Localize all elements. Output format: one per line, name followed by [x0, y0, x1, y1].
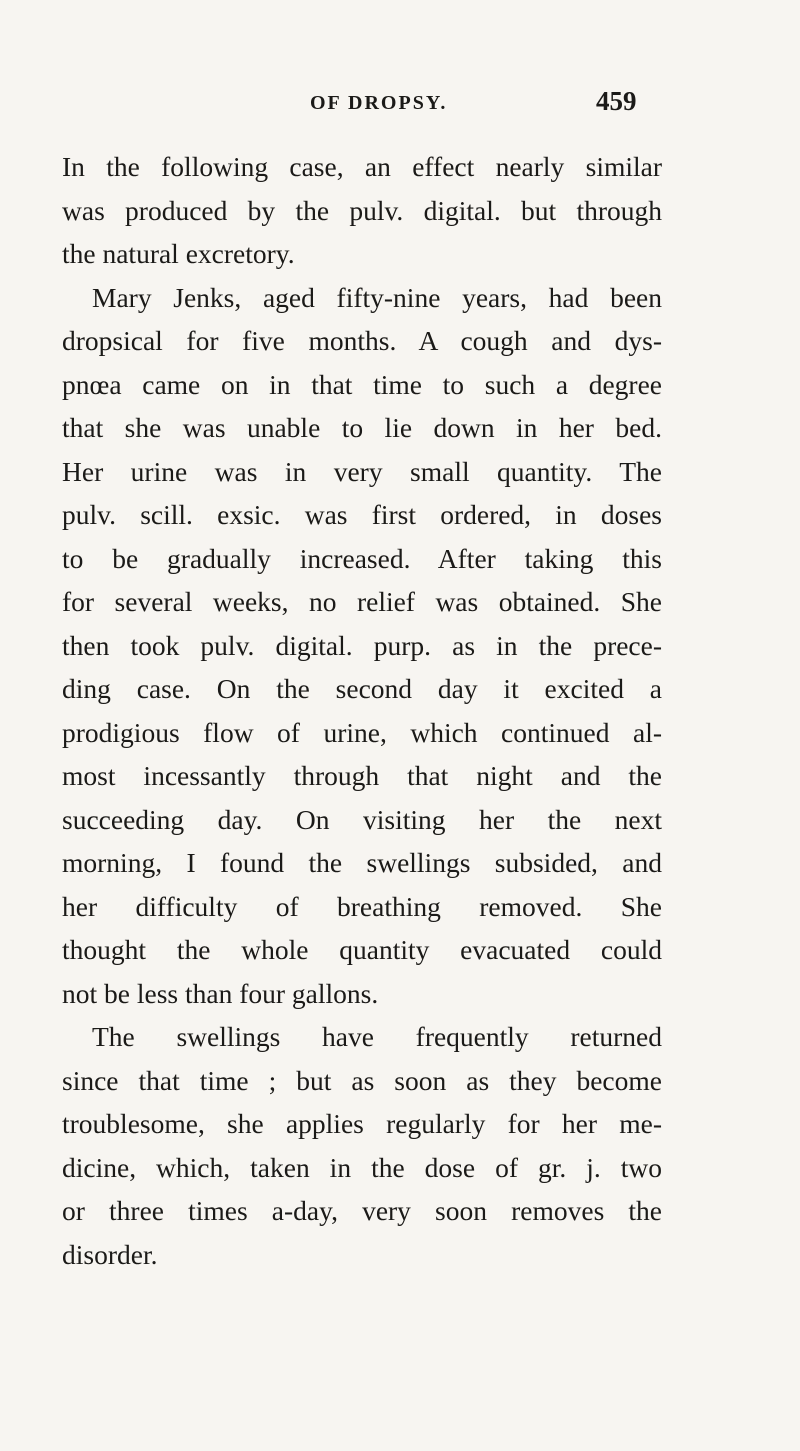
- text-line: morning, I found the swellings subsided, and: [62, 847, 662, 878]
- text-line: disorder.: [62, 1238, 158, 1270]
- text-line: the natural excretory.: [62, 238, 295, 269]
- running-header: [62, 86, 662, 126]
- text-line: prodigious flow of urine, which continued al-: [62, 716, 662, 748]
- text-line: thought the whole quantity evacuated could: [62, 934, 662, 965]
- text-line: that she was unable to lie down in her bed.: [62, 412, 662, 443]
- text-line: or three times a-day, very soon removes the: [62, 1195, 662, 1226]
- text-line: Mary Jenks, aged fifty-nine years, had been: [92, 281, 662, 313]
- text-line: The swellings have frequently returned: [92, 1021, 662, 1052]
- body-text: [62, 145, 662, 1276]
- text-line: pnœa came on in that time to such a degree: [62, 368, 662, 400]
- page-number: 459: [596, 86, 637, 116]
- text-line: most incessantly through that night and the: [62, 760, 662, 791]
- text-line: In the following case, an effect nearly similar: [62, 151, 662, 182]
- text-line: to be gradually increased. After taking this: [62, 542, 662, 574]
- text-line: succeeding day. On visiting her the next: [62, 803, 662, 835]
- text-line: pulv. scill. exsic. was first ordered, in doses: [62, 499, 662, 530]
- text-line: dropsical for five months. A cough and dys-: [62, 325, 662, 356]
- text-line: dicine, which, taken in the dose of gr. j. two: [62, 1151, 662, 1183]
- text-line: since that time ; but as soon as they become: [62, 1064, 662, 1096]
- text-line: troublesome, she applies regularly for her me-: [62, 1108, 662, 1139]
- running-title: OF DROPSY.: [310, 92, 448, 114]
- text-line: her difficulty of breathing removed. She: [62, 890, 662, 922]
- text-line: was produced by the pulv. digital. but through: [62, 194, 662, 226]
- text-line: not be less than four gallons.: [62, 977, 379, 1009]
- text-line: Her urine was in very small quantity. The: [62, 455, 662, 487]
- text-line: then took pulv. digital. purp. as in the prece-: [62, 629, 662, 661]
- text-line: for several weeks, no relief was obtained. She: [62, 586, 662, 617]
- text-line: ding case. On the second day it excited a: [62, 673, 662, 704]
